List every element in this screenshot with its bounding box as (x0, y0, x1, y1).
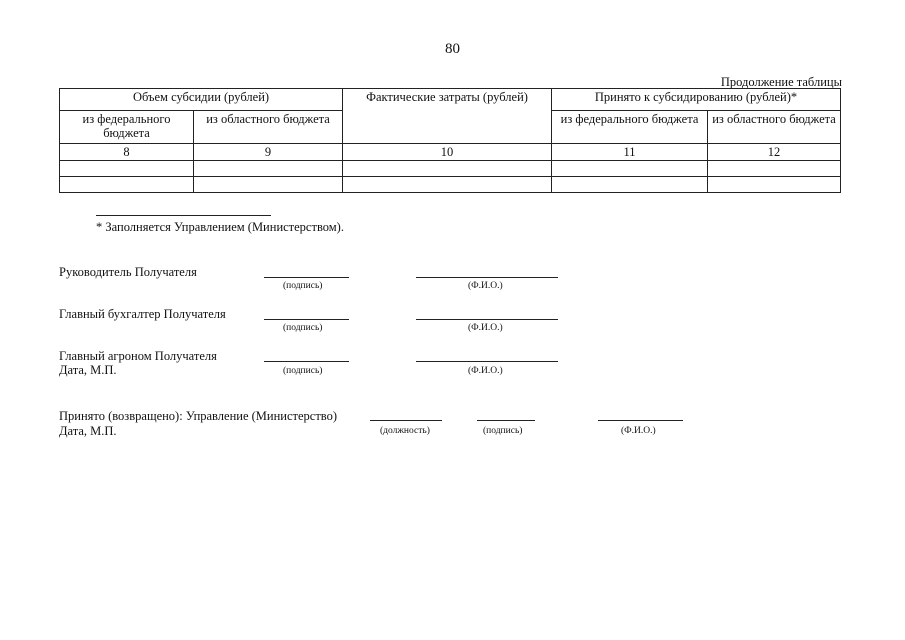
header-subsidy-volume: Объем субсидии (рублей) (60, 89, 343, 111)
accepted-label: Принято (возвращено): Управление (Министерство) (59, 409, 338, 423)
name-line (598, 420, 683, 421)
table-cell (708, 177, 841, 193)
signature-line (264, 277, 349, 278)
name-caption: (Ф.И.О.) (621, 426, 656, 436)
footnote: * Заполняется Управлением (Министерством). (96, 220, 344, 234)
table-header-row (60, 89, 841, 111)
footnote-divider (96, 215, 271, 216)
signature-caption: (подпись) (283, 281, 323, 291)
table-row (60, 161, 841, 177)
column-number: 11 (552, 144, 708, 161)
column-number: 9 (194, 144, 343, 161)
header-accepted-subsidy: Принято к субсидированию (рублей)* (552, 89, 841, 111)
subsidy-table (59, 88, 841, 193)
table-row (60, 177, 841, 193)
signature-caption: (подпись) (283, 366, 323, 376)
table-cell (343, 177, 552, 193)
table-cell (60, 161, 194, 177)
column-number: 12 (708, 144, 841, 161)
subheader-regional-budget: из областного бюджета (194, 111, 343, 144)
page-number: 80 (445, 41, 460, 57)
signature-caption: (подпись) (283, 323, 323, 333)
table-cell (552, 161, 708, 177)
continuation-label: Продолжение таблицы (720, 75, 842, 89)
table-cell (60, 177, 194, 193)
position-line (370, 420, 442, 421)
signature-line (264, 319, 349, 320)
subheader-regional-budget-accepted: из областного бюджета (708, 111, 841, 144)
date-stamp-label: Дата, М.П. (59, 363, 117, 377)
name-line (416, 319, 558, 320)
chief-agronomist-label: Главный агроном Получателя (59, 349, 217, 363)
accepted-date-label: Дата, М.П. (59, 424, 117, 438)
signature-line (477, 420, 535, 421)
name-caption: (Ф.И.О.) (468, 323, 503, 333)
name-caption: (Ф.И.О.) (468, 281, 503, 291)
table-cell (343, 161, 552, 177)
column-number-row (60, 144, 841, 161)
signature-line (264, 361, 349, 362)
header-actual-costs: Фактические затраты (рублей) (343, 89, 552, 144)
subheader-federal-budget-accepted: из федерального бюджета (552, 111, 708, 144)
chief-accountant-label: Главный бухгалтер Получателя (59, 307, 226, 321)
name-line (416, 361, 558, 362)
head-of-recipient-label: Руководитель Получателя (59, 265, 197, 279)
table-cell (552, 177, 708, 193)
table-cell (708, 161, 841, 177)
subheader-federal-budget: из федерального бюджета (60, 111, 194, 144)
column-number: 10 (343, 144, 552, 161)
position-caption: (должность) (380, 426, 430, 436)
name-caption: (Ф.И.О.) (468, 366, 503, 376)
table-cell (194, 161, 343, 177)
name-line (416, 277, 558, 278)
signature-caption: (подпись) (483, 426, 523, 436)
table-cell (194, 177, 343, 193)
column-number: 8 (60, 144, 194, 161)
